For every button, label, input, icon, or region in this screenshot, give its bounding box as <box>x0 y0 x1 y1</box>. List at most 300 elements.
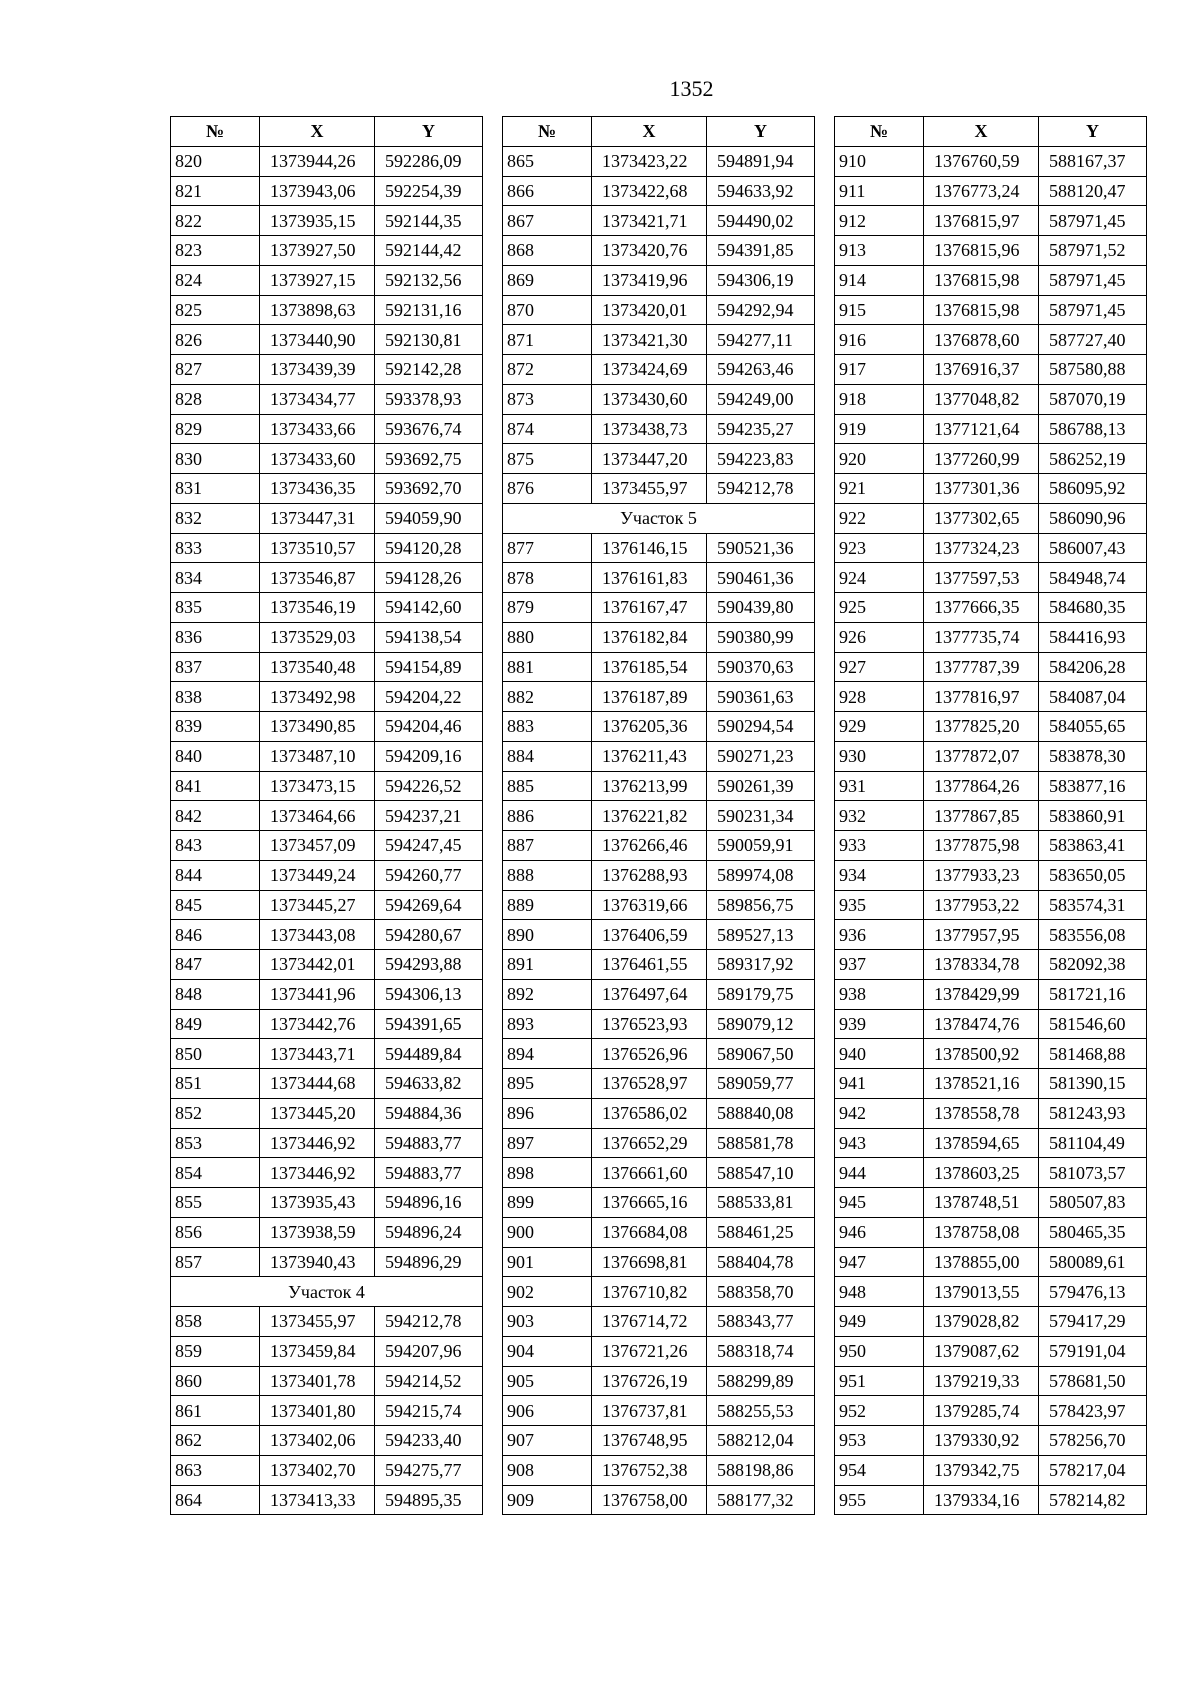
y-coordinate-cell: 589856,75 <box>707 890 815 920</box>
table-row <box>835 1277 1147 1307</box>
x-coordinate-cell: 1373421,71 <box>592 206 707 236</box>
point-number-cell: 894 <box>503 1039 592 1069</box>
x-coordinate-cell: 1373443,08 <box>260 920 375 950</box>
y-coordinate-cell: 588120,47 <box>1039 176 1147 206</box>
point-number-cell: 851 <box>171 1069 260 1099</box>
x-coordinate-cell: 1373430,60 <box>592 384 707 414</box>
y-coordinate-cell: 587971,45 <box>1039 206 1147 236</box>
x-coordinate-cell: 1376586,02 <box>592 1098 707 1128</box>
x-coordinate-cell: 1373401,78 <box>260 1366 375 1396</box>
x-coordinate-cell: 1373492,98 <box>260 682 375 712</box>
table-row <box>835 593 1147 623</box>
y-coordinate-cell: 581073,57 <box>1039 1158 1147 1188</box>
x-coordinate-cell: 1378521,16 <box>924 1069 1039 1099</box>
point-number-cell: 948 <box>835 1277 924 1307</box>
table-row <box>171 1485 483 1515</box>
point-number-cell: 944 <box>835 1158 924 1188</box>
point-number-cell: 829 <box>171 414 260 444</box>
x-coordinate-cell: 1376221,82 <box>592 801 707 831</box>
header-number: № <box>835 117 924 147</box>
point-number-cell: 862 <box>171 1426 260 1456</box>
point-number-cell: 887 <box>503 831 592 861</box>
y-coordinate-cell: 583878,30 <box>1039 741 1147 771</box>
x-coordinate-cell: 1378748,51 <box>924 1188 1039 1218</box>
y-coordinate-cell: 594120,28 <box>375 533 483 563</box>
table-row <box>835 652 1147 682</box>
y-coordinate-cell: 594896,16 <box>375 1188 483 1218</box>
y-coordinate-cell: 590439,80 <box>707 593 815 623</box>
y-coordinate-cell: 594233,40 <box>375 1426 483 1456</box>
x-coordinate-cell: 1373441,96 <box>260 979 375 1009</box>
point-number-cell: 882 <box>503 682 592 712</box>
y-coordinate-cell: 583863,41 <box>1039 831 1147 861</box>
point-number-cell: 868 <box>503 236 592 266</box>
x-coordinate-cell: 1373420,01 <box>592 295 707 325</box>
x-coordinate-cell: 1373898,63 <box>260 295 375 325</box>
y-coordinate-cell: 594215,74 <box>375 1396 483 1426</box>
x-coordinate-cell: 1373423,22 <box>592 146 707 176</box>
x-coordinate-cell: 1376737,81 <box>592 1396 707 1426</box>
y-coordinate-cell: 588318,74 <box>707 1336 815 1366</box>
point-number-cell: 848 <box>171 979 260 1009</box>
x-coordinate-cell: 1373510,57 <box>260 533 375 563</box>
table-row <box>503 1098 815 1128</box>
y-coordinate-cell: 594212,78 <box>707 474 815 504</box>
x-coordinate-cell: 1376773,24 <box>924 176 1039 206</box>
table-row <box>171 771 483 801</box>
table-row <box>171 979 483 1009</box>
point-number-cell: 955 <box>835 1485 924 1515</box>
y-coordinate-cell: 587971,45 <box>1039 265 1147 295</box>
y-coordinate-cell: 583556,08 <box>1039 920 1147 950</box>
y-coordinate-cell: 594269,64 <box>375 890 483 920</box>
point-number-cell: 898 <box>503 1158 592 1188</box>
x-coordinate-cell: 1373422,68 <box>592 176 707 206</box>
x-coordinate-cell: 1373943,06 <box>260 176 375 206</box>
table-row <box>835 831 1147 861</box>
table-row <box>171 444 483 474</box>
table-row <box>171 712 483 742</box>
y-coordinate-cell: 590461,36 <box>707 563 815 593</box>
y-coordinate-cell: 594306,19 <box>707 265 815 295</box>
point-number-cell: 925 <box>835 593 924 623</box>
table-row <box>171 890 483 920</box>
point-number-cell: 904 <box>503 1336 592 1366</box>
point-number-cell: 881 <box>503 652 592 682</box>
x-coordinate-cell: 1373927,50 <box>260 236 375 266</box>
table-row <box>835 1396 1147 1426</box>
table-row <box>171 831 483 861</box>
point-number-cell: 872 <box>503 355 592 385</box>
table-row <box>835 712 1147 742</box>
point-number-cell: 938 <box>835 979 924 1009</box>
y-coordinate-cell: 594204,46 <box>375 712 483 742</box>
point-number-cell: 943 <box>835 1128 924 1158</box>
y-coordinate-cell: 584680,35 <box>1039 593 1147 623</box>
y-coordinate-cell: 587727,40 <box>1039 325 1147 355</box>
point-number-cell: 921 <box>835 474 924 504</box>
y-coordinate-cell: 581721,16 <box>1039 979 1147 1009</box>
x-coordinate-cell: 1373419,96 <box>592 265 707 295</box>
point-number-cell: 919 <box>835 414 924 444</box>
y-coordinate-cell: 589317,92 <box>707 950 815 980</box>
point-number-cell: 885 <box>503 771 592 801</box>
point-number-cell: 920 <box>835 444 924 474</box>
x-coordinate-cell: 1373490,85 <box>260 712 375 742</box>
point-number-cell: 954 <box>835 1455 924 1485</box>
point-number-cell: 896 <box>503 1098 592 1128</box>
point-number-cell: 837 <box>171 652 260 682</box>
x-coordinate-cell: 1377787,39 <box>924 652 1039 682</box>
table-header-row <box>503 117 815 147</box>
point-number-cell: 832 <box>171 503 260 533</box>
x-coordinate-cell: 1379028,82 <box>924 1307 1039 1337</box>
y-coordinate-cell: 584055,65 <box>1039 712 1147 742</box>
table-row <box>503 622 815 652</box>
table-row <box>835 1366 1147 1396</box>
y-coordinate-cell: 587971,45 <box>1039 295 1147 325</box>
y-coordinate-cell: 578423,97 <box>1039 1396 1147 1426</box>
x-coordinate-cell: 1376710,82 <box>592 1277 707 1307</box>
table-row <box>503 1009 815 1039</box>
x-coordinate-cell: 1377301,36 <box>924 474 1039 504</box>
y-coordinate-cell: 580507,83 <box>1039 1188 1147 1218</box>
table-row <box>171 236 483 266</box>
point-number-cell: 913 <box>835 236 924 266</box>
point-number-cell: 877 <box>503 533 592 563</box>
y-coordinate-cell: 582092,38 <box>1039 950 1147 980</box>
table-row <box>171 950 483 980</box>
table-row <box>835 1455 1147 1485</box>
point-number-cell: 820 <box>171 146 260 176</box>
point-number-cell: 949 <box>835 1307 924 1337</box>
point-number-cell: 891 <box>503 950 592 980</box>
table-row <box>503 1396 815 1426</box>
point-number-cell: 876 <box>503 474 592 504</box>
point-number-cell: 823 <box>171 236 260 266</box>
header-y: Y <box>375 117 483 147</box>
point-number-cell: 923 <box>835 533 924 563</box>
y-coordinate-cell: 594128,26 <box>375 563 483 593</box>
x-coordinate-cell: 1373546,87 <box>260 563 375 593</box>
x-coordinate-cell: 1373413,33 <box>260 1485 375 1515</box>
table-row <box>503 414 815 444</box>
y-coordinate-cell: 581546,60 <box>1039 1009 1147 1039</box>
table-row <box>171 1009 483 1039</box>
point-number-cell: 912 <box>835 206 924 236</box>
table-row <box>503 236 815 266</box>
point-number-cell: 836 <box>171 622 260 652</box>
x-coordinate-cell: 1379013,55 <box>924 1277 1039 1307</box>
y-coordinate-cell: 594214,52 <box>375 1366 483 1396</box>
y-coordinate-cell: 592144,35 <box>375 206 483 236</box>
x-coordinate-cell: 1373459,84 <box>260 1336 375 1366</box>
x-coordinate-cell: 1373455,97 <box>592 474 707 504</box>
point-number-cell: 866 <box>503 176 592 206</box>
y-coordinate-cell: 578214,82 <box>1039 1485 1147 1515</box>
point-number-cell: 843 <box>171 831 260 861</box>
point-number-cell: 842 <box>171 801 260 831</box>
table-row <box>835 1128 1147 1158</box>
table-row <box>171 1069 483 1099</box>
y-coordinate-cell: 589527,13 <box>707 920 815 950</box>
x-coordinate-cell: 1377864,26 <box>924 771 1039 801</box>
header-number: № <box>171 117 260 147</box>
y-coordinate-cell: 594154,89 <box>375 652 483 682</box>
y-coordinate-cell: 594883,77 <box>375 1158 483 1188</box>
table-row <box>503 860 815 890</box>
y-coordinate-cell: 594226,52 <box>375 771 483 801</box>
point-number-cell: 930 <box>835 741 924 771</box>
x-coordinate-cell: 1376213,99 <box>592 771 707 801</box>
point-number-cell: 830 <box>171 444 260 474</box>
section-title: Участок 4 <box>171 1277 483 1307</box>
point-number-cell: 902 <box>503 1277 592 1307</box>
point-number-cell: 847 <box>171 950 260 980</box>
y-coordinate-cell: 592144,42 <box>375 236 483 266</box>
point-number-cell: 907 <box>503 1426 592 1456</box>
x-coordinate-cell: 1378603,25 <box>924 1158 1039 1188</box>
table-row <box>503 295 815 325</box>
x-coordinate-cell: 1377121,64 <box>924 414 1039 444</box>
x-coordinate-cell: 1376205,36 <box>592 712 707 742</box>
table-row <box>171 920 483 950</box>
x-coordinate-cell: 1376185,54 <box>592 652 707 682</box>
table-row <box>503 563 815 593</box>
point-number-cell: 828 <box>171 384 260 414</box>
table-row <box>503 384 815 414</box>
x-coordinate-cell: 1378558,78 <box>924 1098 1039 1128</box>
table-row <box>171 1128 483 1158</box>
table-row <box>171 1158 483 1188</box>
header-x: X <box>592 117 707 147</box>
point-number-cell: 953 <box>835 1426 924 1456</box>
y-coordinate-cell: 588212,04 <box>707 1426 815 1456</box>
table-row <box>503 1188 815 1218</box>
y-coordinate-cell: 594633,82 <box>375 1069 483 1099</box>
x-coordinate-cell: 1376167,47 <box>592 593 707 623</box>
point-number-cell: 893 <box>503 1009 592 1039</box>
y-coordinate-cell: 590059,91 <box>707 831 815 861</box>
x-coordinate-cell: 1373401,80 <box>260 1396 375 1426</box>
y-coordinate-cell: 581390,15 <box>1039 1069 1147 1099</box>
x-coordinate-cell: 1376714,72 <box>592 1307 707 1337</box>
x-coordinate-cell: 1379342,75 <box>924 1455 1039 1485</box>
table-row <box>171 1188 483 1218</box>
y-coordinate-cell: 578681,50 <box>1039 1366 1147 1396</box>
coordinates-table-2 <box>502 116 815 1515</box>
point-number-cell: 859 <box>171 1336 260 1366</box>
x-coordinate-cell: 1376526,96 <box>592 1039 707 1069</box>
x-coordinate-cell: 1373927,15 <box>260 265 375 295</box>
table-row <box>171 741 483 771</box>
point-number-cell: 835 <box>171 593 260 623</box>
x-coordinate-cell: 1378429,99 <box>924 979 1039 1009</box>
y-coordinate-cell: 578217,04 <box>1039 1455 1147 1485</box>
y-coordinate-cell: 587070,19 <box>1039 384 1147 414</box>
point-number-cell: 945 <box>835 1188 924 1218</box>
table-row <box>503 474 815 504</box>
x-coordinate-cell: 1377324,23 <box>924 533 1039 563</box>
table-row <box>835 950 1147 980</box>
table-row <box>835 1485 1147 1515</box>
x-coordinate-cell: 1379334,16 <box>924 1485 1039 1515</box>
point-number-cell: 946 <box>835 1217 924 1247</box>
x-coordinate-cell: 1373449,24 <box>260 860 375 890</box>
x-coordinate-cell: 1377957,95 <box>924 920 1039 950</box>
table-row <box>835 355 1147 385</box>
x-coordinate-cell: 1373442,01 <box>260 950 375 980</box>
x-coordinate-cell: 1376721,26 <box>592 1336 707 1366</box>
table-row <box>171 1396 483 1426</box>
table-row <box>835 146 1147 176</box>
y-coordinate-cell: 594207,96 <box>375 1336 483 1366</box>
table-row <box>503 1455 815 1485</box>
table-row <box>171 1247 483 1277</box>
point-number-cell: 824 <box>171 265 260 295</box>
y-coordinate-cell: 594059,90 <box>375 503 483 533</box>
point-number-cell: 924 <box>835 563 924 593</box>
y-coordinate-cell: 594633,92 <box>707 176 815 206</box>
table-row <box>835 801 1147 831</box>
y-coordinate-cell: 578256,70 <box>1039 1426 1147 1456</box>
y-coordinate-cell: 589179,75 <box>707 979 815 1009</box>
table-row <box>835 563 1147 593</box>
y-coordinate-cell: 594490,02 <box>707 206 815 236</box>
y-coordinate-cell: 590370,63 <box>707 652 815 682</box>
point-number-cell: 821 <box>171 176 260 206</box>
table-row <box>835 1098 1147 1128</box>
y-coordinate-cell: 581243,93 <box>1039 1098 1147 1128</box>
y-coordinate-cell: 594142,60 <box>375 593 483 623</box>
point-number-cell: 903 <box>503 1307 592 1337</box>
point-number-cell: 905 <box>503 1366 592 1396</box>
table-row <box>503 593 815 623</box>
point-number-cell: 869 <box>503 265 592 295</box>
point-number-cell: 901 <box>503 1247 592 1277</box>
point-number-cell: 928 <box>835 682 924 712</box>
table-row <box>171 801 483 831</box>
y-coordinate-cell: 579476,13 <box>1039 1277 1147 1307</box>
y-coordinate-cell: 584416,93 <box>1039 622 1147 652</box>
y-coordinate-cell: 594223,83 <box>707 444 815 474</box>
point-number-cell: 952 <box>835 1396 924 1426</box>
y-coordinate-cell: 593676,74 <box>375 414 483 444</box>
x-coordinate-cell: 1379285,74 <box>924 1396 1039 1426</box>
y-coordinate-cell: 594212,78 <box>375 1307 483 1337</box>
x-coordinate-cell: 1373443,71 <box>260 1039 375 1069</box>
table-row <box>171 146 483 176</box>
table-row <box>503 831 815 861</box>
y-coordinate-cell: 588167,37 <box>1039 146 1147 176</box>
y-coordinate-cell: 588255,53 <box>707 1396 815 1426</box>
point-number-cell: 834 <box>171 563 260 593</box>
table-row <box>835 176 1147 206</box>
point-number-cell: 863 <box>171 1455 260 1485</box>
x-coordinate-cell: 1376748,95 <box>592 1426 707 1456</box>
table-row <box>835 622 1147 652</box>
x-coordinate-cell: 1376406,59 <box>592 920 707 950</box>
table-row <box>835 1247 1147 1277</box>
point-number-cell: 870 <box>503 295 592 325</box>
y-coordinate-cell: 594884,36 <box>375 1098 483 1128</box>
y-coordinate-cell: 590521,36 <box>707 533 815 563</box>
point-number-cell: 846 <box>171 920 260 950</box>
x-coordinate-cell: 1378594,65 <box>924 1128 1039 1158</box>
header-y: Y <box>1039 117 1147 147</box>
x-coordinate-cell: 1373447,20 <box>592 444 707 474</box>
table-row <box>503 1485 815 1515</box>
table-row <box>503 741 815 771</box>
x-coordinate-cell: 1373424,69 <box>592 355 707 385</box>
x-coordinate-cell: 1373540,48 <box>260 652 375 682</box>
x-coordinate-cell: 1373455,97 <box>260 1307 375 1337</box>
table-row <box>835 414 1147 444</box>
x-coordinate-cell: 1376815,98 <box>924 265 1039 295</box>
point-number-cell: 918 <box>835 384 924 414</box>
y-coordinate-cell: 594275,77 <box>375 1455 483 1485</box>
table-row <box>503 771 815 801</box>
table-row <box>503 950 815 980</box>
point-number-cell: 860 <box>171 1366 260 1396</box>
y-coordinate-cell: 594896,24 <box>375 1217 483 1247</box>
y-coordinate-cell: 590271,23 <box>707 741 815 771</box>
table-row <box>835 771 1147 801</box>
y-coordinate-cell: 586090,96 <box>1039 503 1147 533</box>
y-coordinate-cell: 587580,88 <box>1039 355 1147 385</box>
x-coordinate-cell: 1373446,92 <box>260 1158 375 1188</box>
y-coordinate-cell: 581104,49 <box>1039 1128 1147 1158</box>
point-number-cell: 854 <box>171 1158 260 1188</box>
x-coordinate-cell: 1376815,97 <box>924 206 1039 236</box>
table-row <box>835 1158 1147 1188</box>
point-number-cell: 878 <box>503 563 592 593</box>
x-coordinate-cell: 1377825,20 <box>924 712 1039 742</box>
point-number-cell: 822 <box>171 206 260 236</box>
point-number-cell: 927 <box>835 652 924 682</box>
point-number-cell: 873 <box>503 384 592 414</box>
table-row <box>835 206 1147 236</box>
table-row <box>835 860 1147 890</box>
point-number-cell: 929 <box>835 712 924 742</box>
y-coordinate-cell: 584087,04 <box>1039 682 1147 712</box>
table-row <box>835 265 1147 295</box>
x-coordinate-cell: 1373436,35 <box>260 474 375 504</box>
table-row <box>171 384 483 414</box>
header-number: № <box>503 117 592 147</box>
y-coordinate-cell: 588404,78 <box>707 1247 815 1277</box>
x-coordinate-cell: 1376698,81 <box>592 1247 707 1277</box>
point-number-cell: 871 <box>503 325 592 355</box>
x-coordinate-cell: 1376461,55 <box>592 950 707 980</box>
table-row <box>171 593 483 623</box>
point-number-cell: 874 <box>503 414 592 444</box>
point-number-cell: 937 <box>835 950 924 980</box>
x-coordinate-cell: 1378334,78 <box>924 950 1039 980</box>
x-coordinate-cell: 1376319,66 <box>592 890 707 920</box>
point-number-cell: 826 <box>171 325 260 355</box>
header-x: X <box>924 117 1039 147</box>
y-coordinate-cell: 592130,81 <box>375 325 483 355</box>
y-coordinate-cell: 586252,19 <box>1039 444 1147 474</box>
x-coordinate-cell: 1377302,65 <box>924 503 1039 533</box>
x-coordinate-cell: 1379330,92 <box>924 1426 1039 1456</box>
table-row <box>171 860 483 890</box>
table-row <box>835 1426 1147 1456</box>
section-row <box>171 1277 483 1307</box>
table-row <box>835 1039 1147 1069</box>
point-number-cell: 838 <box>171 682 260 712</box>
